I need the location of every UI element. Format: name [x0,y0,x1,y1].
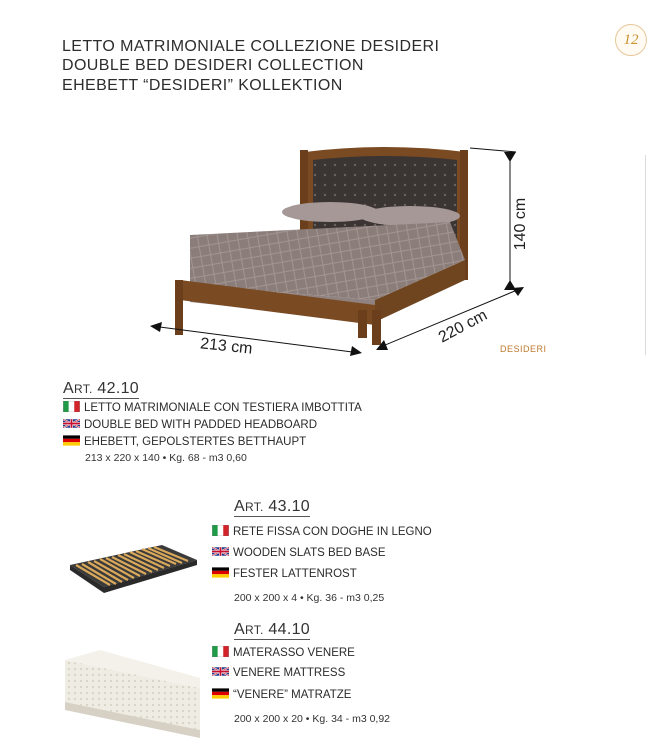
product-43-10-english: WOODEN SLATS BED BASE [212,545,386,561]
product-43-10-german: FESTER LATTENROST [212,566,357,582]
uk-flag-icon [212,546,229,557]
slatted-base-image [62,535,202,605]
germany-flag-icon [63,435,80,446]
germany-flag-icon [212,567,229,578]
page-number-badge: 12 [615,24,647,56]
length-dimension-label: 220 cm [435,306,491,347]
germany-flag-icon [212,688,229,699]
product-42-10-specs: 213 x 220 x 140 • Kg. 68 - m3 0,60 [85,452,247,464]
product-44-10-specs: 200 x 200 x 20 • Kg. 34 - m3 0,92 [234,713,391,725]
uk-flag-icon [63,418,80,429]
side-rule [645,155,646,355]
product-42-10-german: EHEBETT, GEPOLSTERTES BETTHAUPT [63,434,306,450]
article-number-44-10: ART. 44.10 [234,621,310,638]
product-42-10-italian: LETTO MATRIMONIALE CON TESTIERA IMBOTTITA [63,400,362,416]
uk-flag-icon [212,666,229,677]
product-44-10-german: “VENERE” MATRATZE [212,687,351,703]
height-dimension-label: 140 cm [512,197,530,251]
article-number-42-10: ART. 42.10 [63,380,139,397]
article-number-43-10: ART. 43.10 [234,498,310,515]
product-44-10-italian: MATERASSO VENERE [212,645,355,661]
width-dimension-label: 213 cm [199,335,254,358]
collection-caption: DESIDERI [500,344,547,354]
product-43-10-specs: 200 x 200 x 4 • Kg. 36 - m3 0,25 [234,592,385,604]
product-42-10-english: DOUBLE BED WITH PADDED HEADBOARD [63,417,317,433]
italy-flag-icon [212,646,229,657]
italy-flag-icon [212,525,229,536]
mattress-image [60,648,205,738]
italy-flag-icon [63,401,80,412]
product-43-10-italian: RETE FISSA CON DOGHE IN LEGNO [212,524,432,540]
title-german: EHEBETT “DESIDERI” KOLLEKTION [62,77,343,94]
title-italian: LETTO MATRIMONIALE COLLEZIONE DESIDERI [62,38,440,55]
product-44-10-english: VENERE MATTRESS [212,665,345,681]
title-english: DOUBLE BED DESIDERI COLLECTION [62,57,364,74]
